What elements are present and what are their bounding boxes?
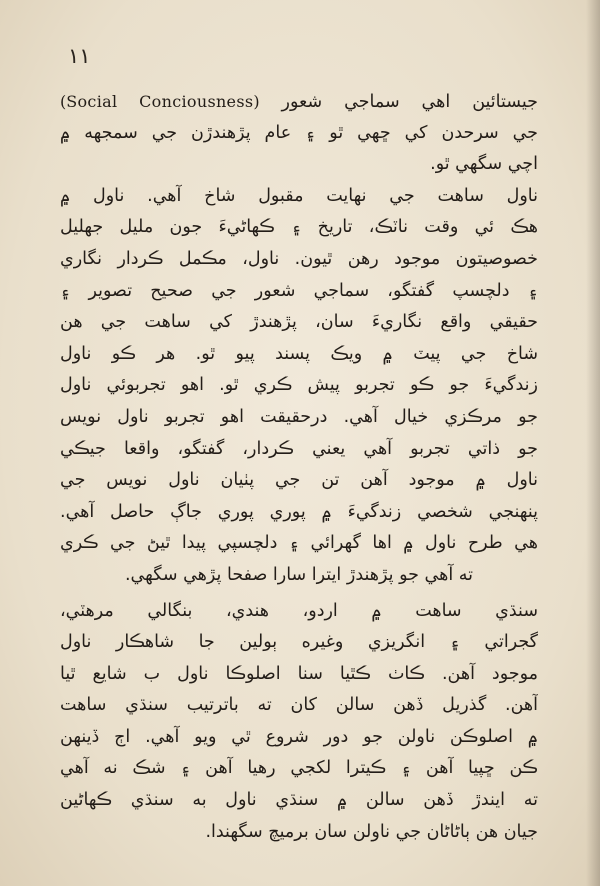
- text-line: پنهنجي شخصي زندگيءَ ۾ پوري پوري جاڳ حاصل آهي.: [60, 501, 538, 522]
- text-line: موجود آهن. ڪاٺ ڪٿيا سنا اصلوڪا ناول ب شايع ٿيا: [60, 663, 538, 684]
- text-line: جي سرحدن کي ڇهي ٿو ۽ عام پڙهندڙن جي سمجهه ۾: [60, 122, 538, 143]
- text-line: سنڌي ساهت ۾ اردو، هندي، بنگالي مرهٽي،: [60, 600, 538, 621]
- line-text: جيستائين اهي سماجي شعور: [281, 92, 538, 112]
- text-line: حقيقي واقع نگاريءَ سان، پڙهندڙ کي ساهت جي هن: [60, 312, 538, 333]
- english-term: (Social Conciousness): [60, 92, 260, 111]
- text-line: ۽ دلچسپ گفتگو، سماجي شعور جي صحيح تصوير ۽: [60, 280, 538, 301]
- text-line: گجراتي ۽ انگريزي وغيره ٻولين جا شاهڪار ناول: [60, 632, 538, 653]
- text-line: جيان هن ٻاڻاڻان جي ناولن سان برميچ سگهندا.: [205, 821, 538, 842]
- text-line: ناول ۾ موجود آهن تن جي پٺيان ناول نويس جي: [60, 470, 538, 491]
- text-line: ۾ اصلوڪن ناولن جو دور شروع ٿي ويو آهي. اڄ ڏينهن: [60, 726, 538, 747]
- page-edge-shadow: [586, 0, 600, 886]
- text-line: هڪ ئي وقت ناٽڪ، تاريخ ۽ ڪهاڻيءَ جون مليل جهليل: [60, 217, 538, 238]
- text-line: ته آهي جو پڙهندڙ ايترا سارا صفحا پڙهي سگهي.: [124, 564, 474, 585]
- text-line: خصوصيتون موجود رهن ٿيون. ناول، مڪمل ڪردار نگاري: [60, 248, 538, 269]
- text-line: اچي سگهي ٿو.: [430, 154, 538, 175]
- text-line: [60, 86, 538, 118]
- text-line: ته ايندڙ ڏهن سالن ۾ سنڌي ناول به سنڌي ڪهاڻين: [60, 790, 538, 811]
- page-number: ۱۱: [68, 44, 91, 68]
- text-line: جو ذاتي تجربو آهي يعني ڪردار، گفتگو، واقعا جيڪي: [60, 438, 538, 459]
- text-line: زندگيءَ جو ڪو تجربو پيش ڪري ٿو. اهو تجربوئي ناول: [60, 375, 538, 396]
- text-line: ڪن ڇپيا آهن ۽ ڪيترا لکجي رهيا آهن ۽ شڪ نه آهي: [60, 758, 538, 779]
- text-line: ناول ساهت جي نهايت مقبول شاخ آهي. ناول ۾: [60, 185, 538, 206]
- text-line: جو مرڪزي خيال آهي. درحقيقت اهو تجربو ناول نويس: [60, 406, 538, 427]
- text-line: آهن. گذريل ڏهن سالن کان ته باترتيب سنڌي ساهت: [60, 695, 538, 716]
- body-text: [60, 86, 538, 848]
- text-line: هي طرح ناول ۾ اها گهرائي ۽ دلچسپي پيدا ٿيڻ جي ڪري: [60, 533, 538, 554]
- text-line: شاخ جي پيٽ ۾ ويڪ پسند پيو ٿو. هر ڪو ناول: [60, 343, 538, 364]
